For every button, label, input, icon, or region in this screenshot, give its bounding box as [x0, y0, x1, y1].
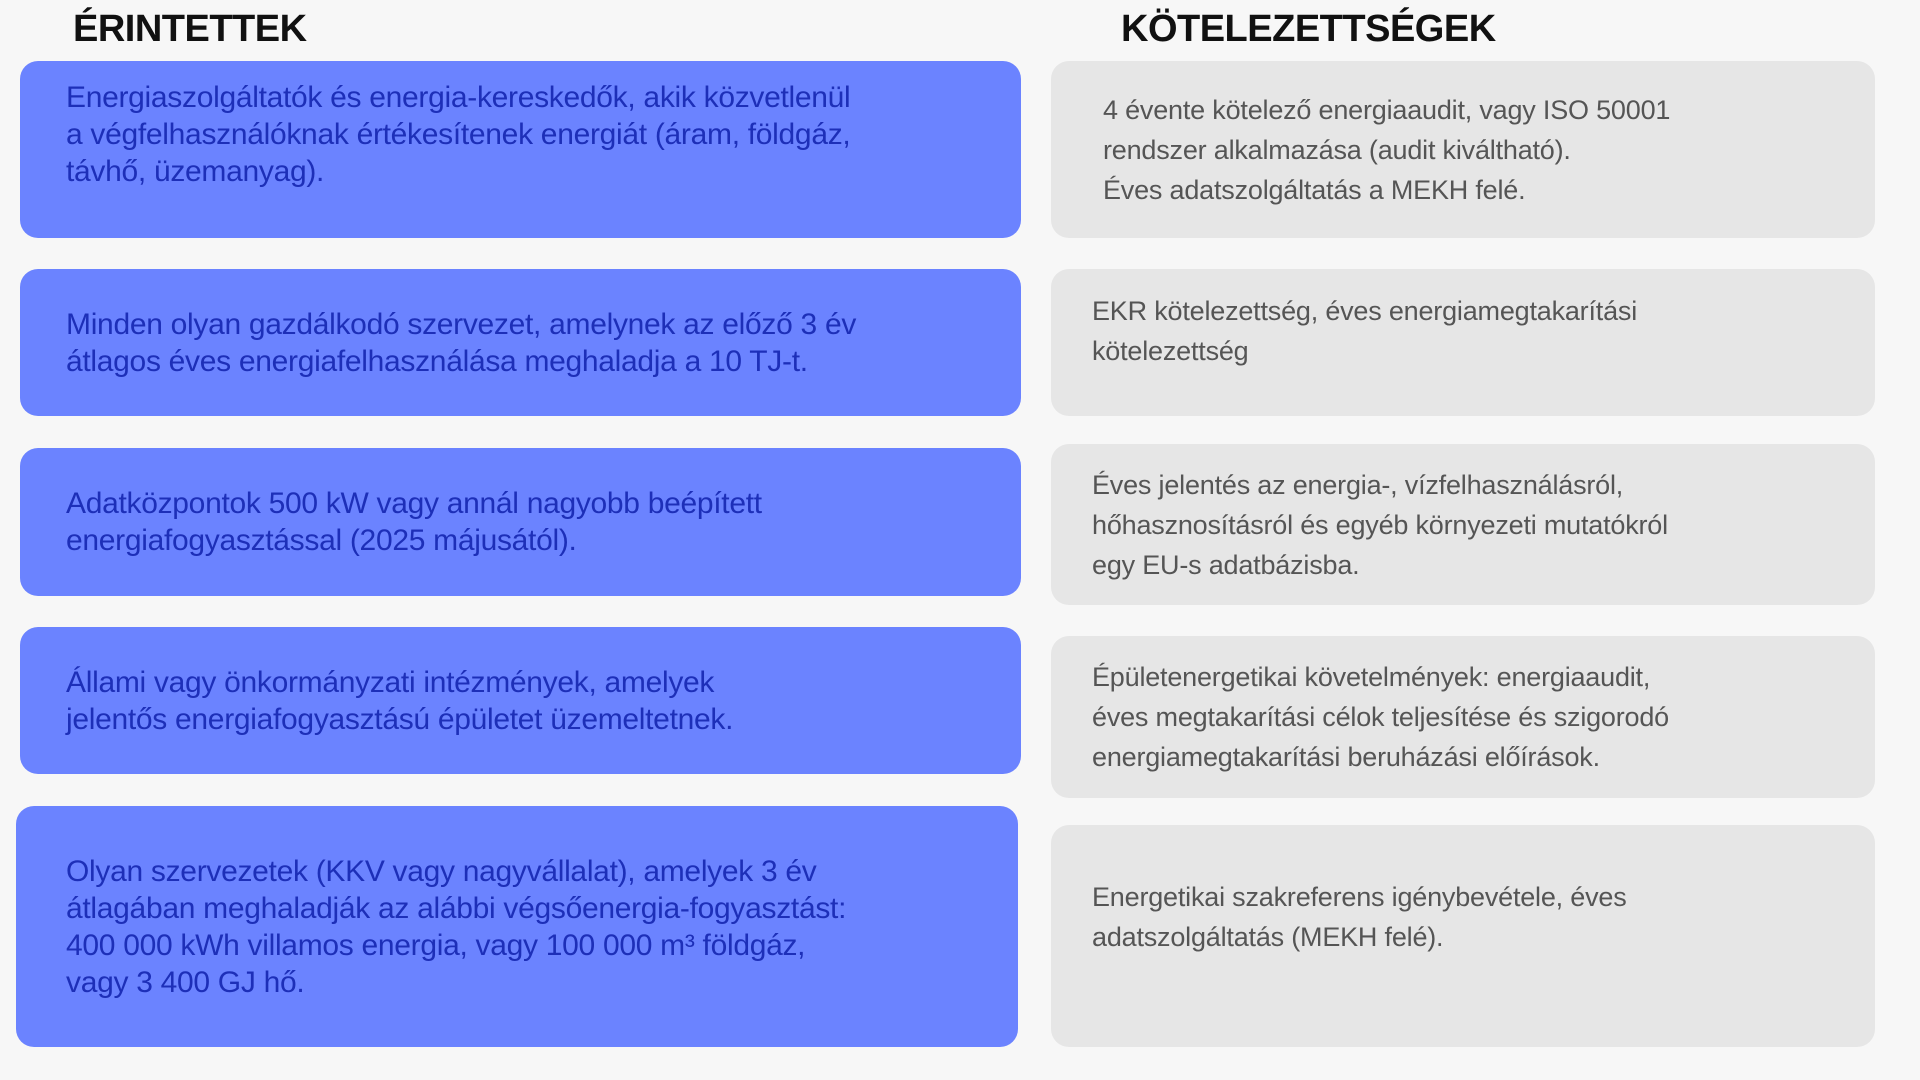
affected-card: [20, 627, 1021, 774]
affected-text: Olyan szervezetek (KKV vagy nagyvállalat), amelyek 3 év átlagában meghaladják az alábbi végsőenergia-fogyasztást: 400 000 kWh villamos energia, vagy 100 000 m³ földgáz, vagy 3 400 GJ hő.: [66, 854, 847, 999]
obligation-text: Épületenergetikai követelmények: energiaaudit, éves megtakarítási célok teljesítése és szigorodó energiamegtakarítási beruházási előírások.: [1092, 662, 1669, 772]
obligation-text: Éves jelentés az energia-, vízfelhasználásról, hőhasznosításról és egyéb környezeti mutatókról egy EU-s adatbázisba.: [1092, 469, 1668, 580]
obligation-card: [1051, 61, 1875, 238]
affected-card: [20, 61, 1021, 238]
obligation-text: EKR kötelezettség, éves energiamegtakarítási kötelezettség: [1092, 296, 1637, 366]
affected-card: [20, 269, 1021, 416]
affected-text: Adatközpontok 500 kW vagy annál nagyobb beépített energiafogyasztással (2025 májusától).: [66, 487, 762, 557]
obligation-card: [1051, 825, 1875, 1047]
affected-header: ÉRINTETTEK: [73, 8, 307, 50]
affected-card: [20, 448, 1021, 596]
obligation-card: [1051, 444, 1875, 605]
obligation-card: [1051, 269, 1875, 416]
obligation-card: [1051, 636, 1875, 798]
affected-card: [16, 806, 1018, 1047]
affected-text: Állami vagy önkormányzati intézmények, amelyek jelentős energiafogyasztású épületet üzemeltetnek.: [66, 665, 734, 736]
affected-text: Minden olyan gazdálkodó szervezet, amelynek az előző 3 év átlagos éves energiafelhasználása meghaladja a 10 TJ-t.: [66, 307, 857, 378]
obligation-text: Energetikai szakreferens igénybevétele, éves adatszolgáltatás (MEKH felé).: [1092, 882, 1627, 952]
obligation-text: 4 évente kötelező energiaaudit, vagy ISO 50001 rendszer alkalmazása (audit kiváltható). Éves adatszolgáltatás a MEKH felé.: [1103, 94, 1671, 205]
obligations-header: KÖTELEZETTSÉGEK: [1121, 8, 1496, 50]
affected-text: Energiaszolgáltatók és energia-kereskedők, akik közvetlenül a végfelhasználóknak értékesítenek energiát (áram, földgáz, távhő, üzemanyag).: [66, 81, 851, 188]
